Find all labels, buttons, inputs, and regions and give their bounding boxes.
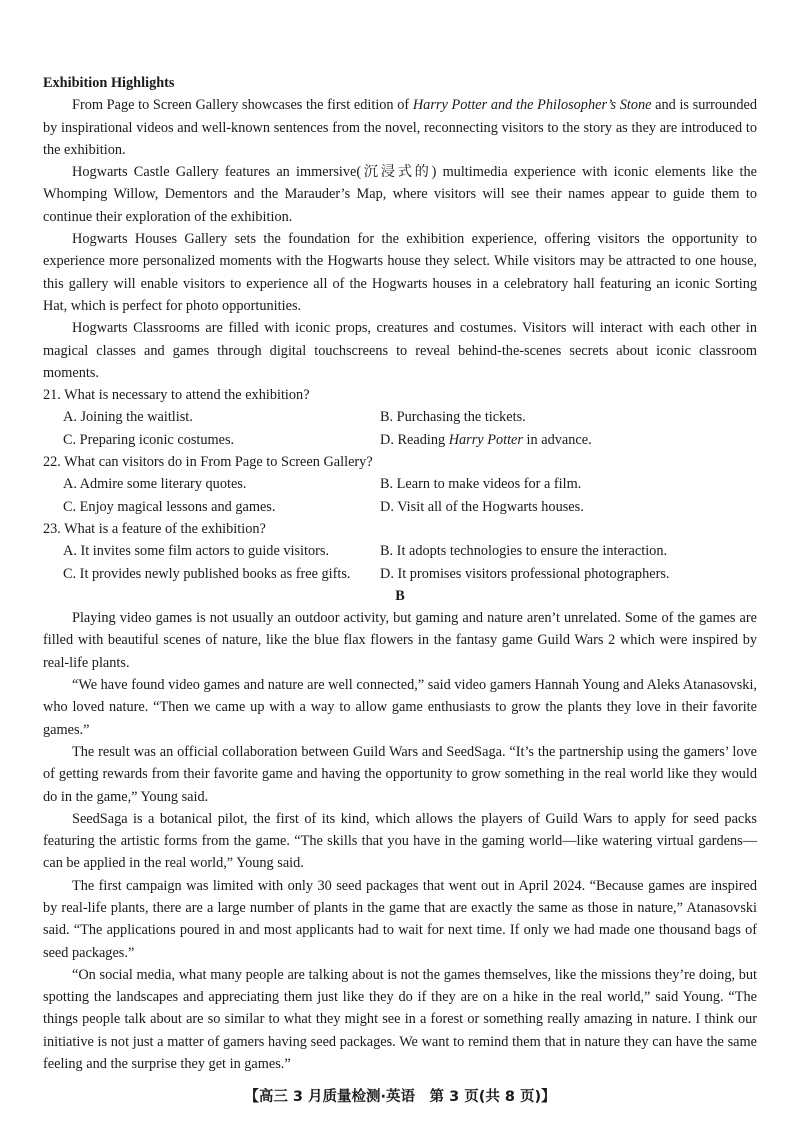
q22-option-a: A. Admire some literary quotes. — [63, 476, 247, 493]
paragraph-castle-gallery: Hogwarts Castle Gallery features an immersive(沉浸式的) multimedia experience with iconic elements like the Whomping Willow, Dementors and the Marauder’s Map, where visitors will see their names appear to guide them to continue their exploration of the exhibition. — [43, 164, 757, 225]
question-22-stem: 22. What can visitors do in From Page to Screen Gallery? — [43, 454, 373, 471]
passage-b-paragraph: SeedSaga is a botanical pilot, the first of its kind, which allows the players of Guild Wars to apply for seed packs featuring the artistic forms from the game. “The skills that you have in the gaming world—like watering virtual gardens—can be applied in the real world,” Young said. — [43, 810, 757, 872]
option-text: in advance. — [522, 431, 592, 448]
passage-b-paragraph: Playing video games is not usually an outdoor activity, but gaming and nature aren’t unrelated. Some of the games are filled with beautiful scenes of nature, like the blue flax flowers in the fantasy game Guild Wars 2 which were inspired by real-life plants. — [43, 610, 757, 671]
q22-option-d: D. Visit all of the Hogwarts houses. — [380, 498, 584, 515]
q21-option-a: A. Joining the waitlist. — [63, 409, 193, 426]
question-21-stem: 21. What is necessary to attend the exhibition? — [43, 387, 310, 404]
q21-option-d — [380, 429, 757, 451]
question-21-options — [43, 406, 757, 451]
section-heading: Exhibition Highlights — [43, 75, 175, 91]
q22-option-b: B. Learn to make videos for a film. — [380, 476, 582, 493]
book-title: Harry Potter — [448, 431, 523, 448]
paragraph-classrooms: Hogwarts Classrooms are filled with iconic props, creatures and costumes. Visitors will interact with each other in magical classes and games through digital touchscreens to reveal behind-the-scenes secrets about iconic classroom moments. — [43, 320, 757, 381]
question-23-stem: 23. What is a feature of the exhibition? — [43, 520, 266, 537]
option-text: D. Reading — [380, 431, 449, 448]
q21-option-c: C. Preparing iconic costumes. — [63, 431, 235, 448]
passage-b-paragraph: “On social media, what many people are talking about is not the games themselves, like the missions they’re doing, but spotting the landscapes and appreciating them just like they do if they are on a hike in the real world,” said Young. “The things people talk about are so similar to what they might see in a forest or something really amazing in nature. I think our initiative is not just a matter of gamers having seed packages. We want to remind them that in nature they can have the same feeling and the surprise they get in games.” — [43, 966, 757, 1073]
question-22-options — [43, 473, 757, 518]
paragraph-houses-gallery: Hogwarts Houses Gallery sets the foundation for the exhibition experience, offering visitors the opportunity to experience more personalized moments with the Hogwarts house they select. While visitors may be attracted to one house, this gallery will enable visitors to experience all of the Hogwarts houses in a celebratory hall featuring an iconic Sorting Hat, which is perfect for photo opportunities. — [43, 231, 757, 314]
passage-b-paragraph: The result was an official collaboration between Guild Wars and SeedSaga. “It’s the partnership using the gamers’ love of getting rewards from their favorite game and having the opportunity to grow something in the real world like they would do in the game,” Young said. — [43, 743, 757, 805]
question-23-options — [43, 540, 757, 585]
q23-option-d: D. It promises visitors professional photographers. — [380, 565, 670, 582]
paragraph-text: and is surrounded by inspirational videos and well-known sentences from the novel, reconnecting visitors to the story as they are introduced to the exhibition. — [43, 97, 757, 158]
section-b-label: B — [395, 587, 405, 604]
paragraph-from-page-to-screen — [43, 94, 757, 161]
paragraph-text: From Page to Screen Gallery showcases the first edition of — [72, 97, 413, 114]
passage-b-paragraph: “We have found video games and nature are well connected,” said video gamers Hannah Young and Aleks Atanasovski, who loved nature. “Then we came up with a way to allow game enthusiasts to grow the plants they love in their favorite games.” — [43, 677, 757, 738]
page-content — [43, 72, 757, 1075]
book-title: Harry Potter and the Philosopher’s Stone — [412, 97, 652, 114]
q23-option-b: B. It adopts technologies to ensure the interaction. — [380, 543, 668, 560]
q23-option-a: A. It invites some film actors to guide visitors. — [63, 543, 330, 560]
page-footer: 【高三 3 月质量检测·英语 第 3 页(共 8 页)】 — [244, 1089, 556, 1105]
q22-option-c: C. Enjoy magical lessons and games. — [63, 498, 276, 515]
q23-option-c: C. It provides newly published books as free gifts. — [63, 565, 351, 582]
passage-b-paragraph: The first campaign was limited with only 30 seed packages that went out in April 2024. “Because games are inspired by real-life plants, there are a large number of plants in the game that are exactly the same as those in nature,” Atanasovski said. “The applications poured in and most applicants had to wait for next time. If only we had made one thousand bags of seed packages.” — [43, 877, 757, 961]
q21-option-b: B. Purchasing the tickets. — [380, 409, 526, 426]
